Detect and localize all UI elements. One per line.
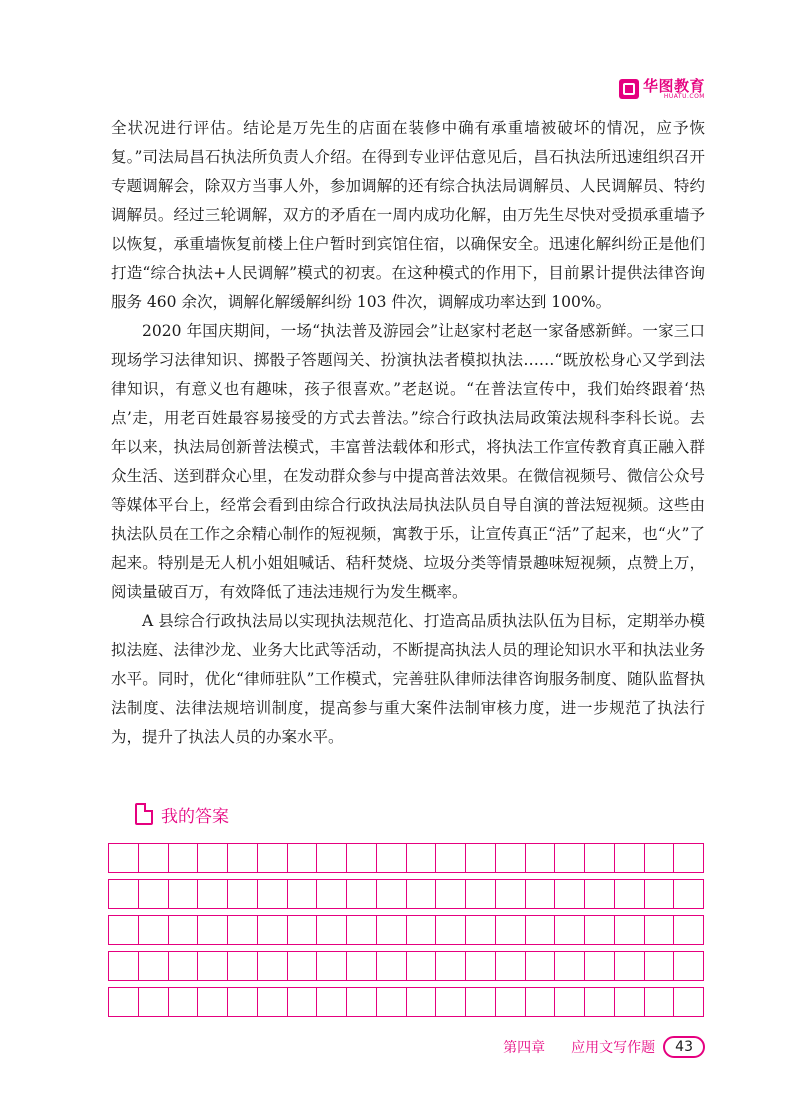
answer-grid-cell[interactable]	[109, 916, 139, 944]
answer-grid-cell[interactable]	[585, 844, 615, 872]
page-number: 43	[663, 1036, 705, 1058]
chapter-label: 第四章	[503, 1040, 546, 1056]
paragraph-3: A 县综合行政执法局以实现执法规范化、打造高品质执法队伍为目标，定期举办模拟法庭、法律沙龙、业务大比武等活动，不断提高执法人员的理论知识水平和执法业务水平。同时，优化“律师驻队”工作模式，完善驻队律师法律咨询服务制度、随队监督执法制度、法律法规培训制度，提高参与重大案件法制审核力度，进一步规范了执法行为，提升了执法人员的办案水平。	[111, 612, 705, 746]
answer-grid-cell[interactable]	[198, 988, 228, 1016]
answer-grid-cell[interactable]	[645, 880, 675, 908]
answer-grid-cell[interactable]	[674, 916, 703, 944]
answer-grid-cell[interactable]	[674, 952, 703, 980]
answer-grid[interactable]	[108, 843, 704, 1023]
answer-grid-cell[interactable]	[109, 880, 139, 908]
answer-grid-cell[interactable]	[228, 844, 258, 872]
answer-grid-cell[interactable]	[258, 880, 288, 908]
paragraph-1: 全状况进行评估。结论是万先生的店面在装修中确有承重墙被破坏的情况，应予恢复。”司法局昌石执法所负责人介绍。在得到专业评估意见后，昌石执法所迅速组织召开专题调解会，除双方当事人外，参加调解的还有综合执法局调解员、人民调解员、特约调解员。经过三轮调解，双方的矛盾在一周内成功化解，由万先生尽快对受损承重墙予以恢复，承重墙恢复前楼上住户暂时到宾馆住宿，以确保安全。迅速化解纠纷正是他们打造“综合执法+人民调解”模式的初衷。在这种模式的作用下，目前累计提供法律咨询服务 460 余次，调解化解缓解纠纷 103 件次，调解成功率达到 100%。	[111, 119, 705, 311]
answer-grid-cell[interactable]	[645, 916, 675, 944]
answer-grid-cell[interactable]	[139, 988, 169, 1016]
document-icon	[135, 803, 153, 825]
answer-grid-cell[interactable]	[347, 880, 377, 908]
answer-grid-cell[interactable]	[169, 844, 199, 872]
answer-grid-cell[interactable]	[555, 880, 585, 908]
answer-grid-cell[interactable]	[496, 844, 526, 872]
answer-grid-cell[interactable]	[585, 916, 615, 944]
answer-grid-cell[interactable]	[377, 844, 407, 872]
answer-grid-cell[interactable]	[169, 952, 199, 980]
answer-grid-cell[interactable]	[317, 844, 347, 872]
paragraph-2: 2020 年国庆期间，一场“执法普及游园会”让赵家村老赵一家备感新鲜。一家三口现场学习法律知识、掷骰子答题闯关、扮演执法者模拟执法……“既放松身心又学到法律知识，有意义也有趣味，孩子很喜欢。”老赵说。“在普法宣传中，我们始终跟着‘热点’走，用老百姓最容易接受的方式去普法。”综合行政执法局政策法规科李科长说。去年以来，执法局创新普法模式，丰富普法载体和形式，将执法工作宣传教育真正融入群众生活、送到群众心里，在发动群众参与中提高普法效果。在微信视频号、微信公众号等媒体平台上，经常会看到由综合行政执法局执法队员自导自演的普法短视频。这些由执法队员在工作之余精心制作的短视频，寓教于乐，让宣传真正“活”了起来，也“火”了起来。特别是无人机小姐姐喊话、秸秆焚烧、垃圾分类等情景趣味短视频，点赞上万，阅读量破百万，有效降低了违法违规行为发生概率。	[111, 322, 705, 601]
answer-grid-cell[interactable]	[288, 916, 318, 944]
answer-grid-cell[interactable]	[258, 988, 288, 1016]
answer-grid-cell[interactable]	[288, 952, 318, 980]
answer-grid-row	[108, 915, 704, 945]
section-label: 应用文写作题	[571, 1040, 656, 1056]
article-body	[111, 114, 705, 752]
answer-grid-cell[interactable]	[317, 952, 347, 980]
answer-grid-cell[interactable]	[258, 844, 288, 872]
answer-grid-cell[interactable]	[615, 844, 645, 872]
answer-grid-cell[interactable]	[466, 916, 496, 944]
answer-grid-cell[interactable]	[317, 916, 347, 944]
answer-grid-cell[interactable]	[436, 988, 466, 1016]
answer-section-header	[135, 800, 229, 828]
answer-grid-cell[interactable]	[228, 988, 258, 1016]
answer-grid-cell[interactable]	[526, 988, 556, 1016]
answer-grid-cell[interactable]	[496, 988, 526, 1016]
answer-grid-cell[interactable]	[674, 880, 703, 908]
answer-grid-cell[interactable]	[407, 988, 437, 1016]
logo-text-en: HUATU.COM	[663, 92, 705, 100]
answer-grid-cell[interactable]	[288, 844, 318, 872]
answer-grid-cell[interactable]	[615, 952, 645, 980]
answer-grid-cell[interactable]	[377, 916, 407, 944]
answer-grid-cell[interactable]	[585, 988, 615, 1016]
answer-grid-cell[interactable]	[258, 916, 288, 944]
answer-grid-cell[interactable]	[526, 880, 556, 908]
answer-grid-cell[interactable]	[496, 952, 526, 980]
answer-grid-cell[interactable]	[169, 880, 199, 908]
answer-grid-cell[interactable]	[377, 988, 407, 1016]
answer-grid-cell[interactable]	[347, 952, 377, 980]
answer-grid-cell[interactable]	[466, 952, 496, 980]
answer-grid-cell[interactable]	[317, 988, 347, 1016]
answer-grid-cell[interactable]	[645, 952, 675, 980]
answer-grid-cell[interactable]	[555, 844, 585, 872]
answer-grid-cell[interactable]	[139, 952, 169, 980]
answer-grid-cell[interactable]	[585, 952, 615, 980]
huatu-logo	[619, 77, 705, 101]
answer-grid-cell[interactable]	[555, 916, 585, 944]
logo-text-cn: 华图教育	[642, 76, 705, 95]
answer-grid-cell[interactable]	[555, 988, 585, 1016]
answer-grid-cell[interactable]	[109, 952, 139, 980]
answer-grid-cell[interactable]	[526, 844, 556, 872]
answer-grid-cell[interactable]	[109, 988, 139, 1016]
answer-grid-row	[108, 987, 704, 1017]
answer-grid-cell[interactable]	[317, 880, 347, 908]
answer-grid-cell[interactable]	[645, 844, 675, 872]
answer-grid-cell[interactable]	[377, 952, 407, 980]
answer-title: 我的答案	[161, 806, 229, 827]
answer-grid-cell[interactable]	[407, 880, 437, 908]
answer-grid-cell[interactable]	[615, 988, 645, 1016]
answer-grid-cell[interactable]	[674, 988, 703, 1016]
page-footer	[503, 1036, 705, 1058]
answer-grid-cell[interactable]	[585, 880, 615, 908]
answer-grid-cell[interactable]	[674, 844, 703, 872]
answer-grid-cell[interactable]	[228, 952, 258, 980]
answer-grid-row	[108, 879, 704, 909]
answer-grid-cell[interactable]	[407, 916, 437, 944]
answer-grid-cell[interactable]	[288, 880, 318, 908]
answer-grid-cell[interactable]	[288, 988, 318, 1016]
answer-grid-cell[interactable]	[407, 952, 437, 980]
answer-grid-cell[interactable]	[615, 880, 645, 908]
answer-grid-cell[interactable]	[198, 844, 228, 872]
answer-grid-cell[interactable]	[466, 880, 496, 908]
answer-grid-cell[interactable]	[169, 988, 199, 1016]
answer-grid-cell[interactable]	[347, 844, 377, 872]
answer-grid-cell[interactable]	[436, 880, 466, 908]
answer-grid-cell[interactable]	[198, 952, 228, 980]
answer-grid-cell[interactable]	[496, 916, 526, 944]
answer-grid-cell[interactable]	[436, 952, 466, 980]
answer-grid-cell[interactable]	[436, 844, 466, 872]
answer-grid-cell[interactable]	[198, 916, 228, 944]
answer-grid-cell[interactable]	[526, 916, 556, 944]
answer-grid-row	[108, 951, 704, 981]
answer-grid-cell[interactable]	[496, 880, 526, 908]
answer-grid-cell[interactable]	[139, 916, 169, 944]
answer-grid-cell[interactable]	[555, 952, 585, 980]
answer-grid-cell[interactable]	[347, 916, 377, 944]
answer-grid-cell[interactable]	[228, 880, 258, 908]
answer-grid-cell[interactable]	[347, 988, 377, 1016]
answer-grid-cell[interactable]	[526, 952, 556, 980]
answer-grid-cell[interactable]	[139, 880, 169, 908]
answer-grid-cell[interactable]	[228, 916, 258, 944]
answer-grid-cell[interactable]	[407, 844, 437, 872]
answer-grid-row	[108, 843, 704, 873]
answer-grid-cell[interactable]	[615, 916, 645, 944]
logo-mark-icon	[619, 79, 639, 99]
answer-grid-cell[interactable]	[466, 844, 496, 872]
answer-grid-cell[interactable]	[645, 988, 675, 1016]
answer-grid-cell[interactable]	[109, 844, 139, 872]
answer-grid-cell[interactable]	[258, 952, 288, 980]
answer-grid-cell[interactable]	[139, 844, 169, 872]
answer-grid-cell[interactable]	[377, 880, 407, 908]
answer-grid-cell[interactable]	[466, 988, 496, 1016]
answer-grid-cell[interactable]	[198, 880, 228, 908]
answer-grid-cell[interactable]	[436, 916, 466, 944]
answer-grid-cell[interactable]	[169, 916, 199, 944]
